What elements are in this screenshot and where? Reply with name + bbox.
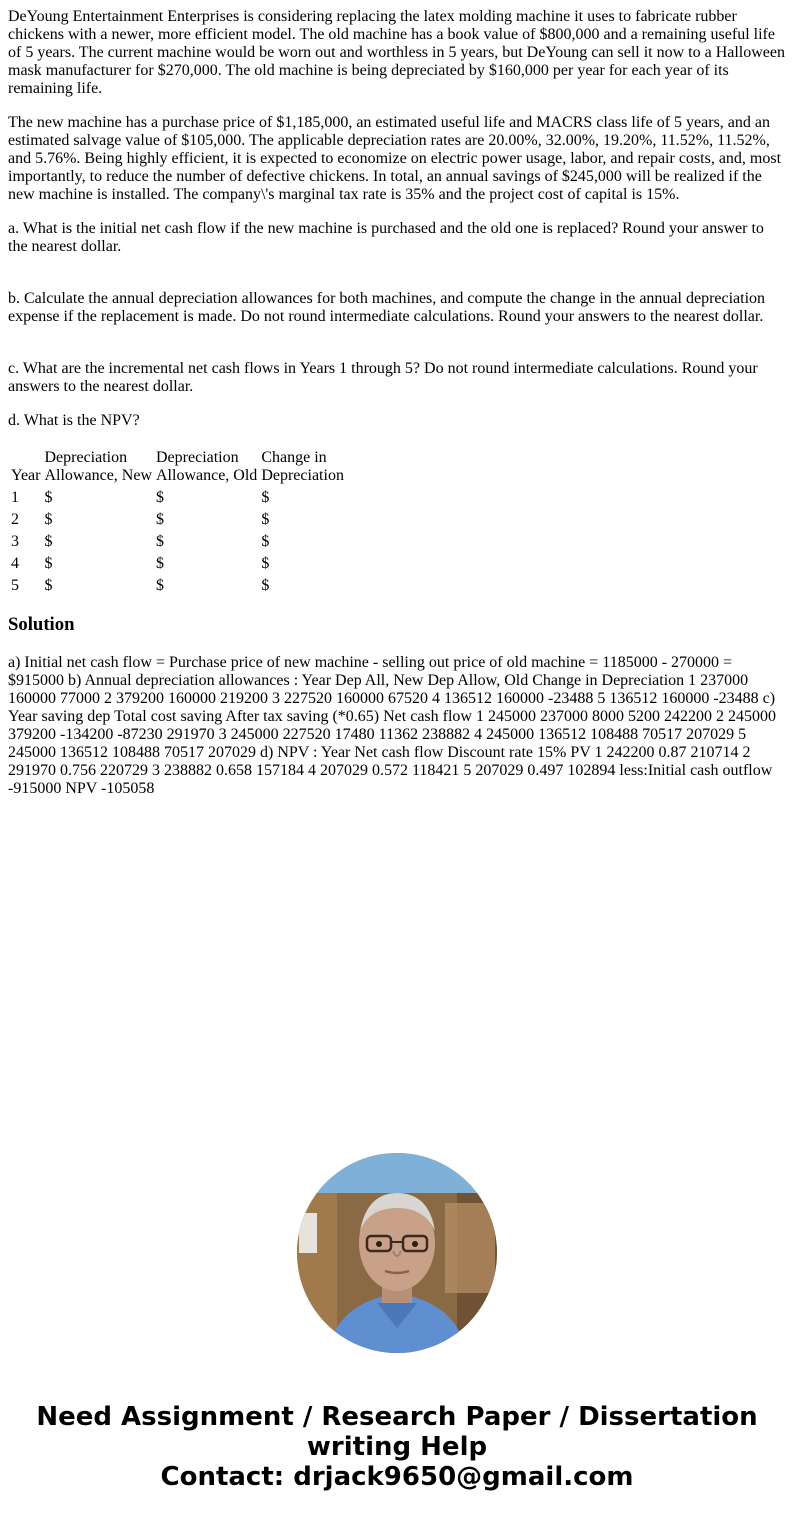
cell-dep-old: $ — [156, 511, 164, 528]
cell-dep-old: $ — [156, 555, 164, 572]
cell-year: 4 — [11, 555, 19, 572]
cell-change: $ — [261, 489, 270, 506]
cell-year: 1 — [11, 489, 19, 506]
question-part-a: a. What is the initial net cash flow if the new machine is purchased and the old one is replaced? Round your answer to the nearest dollar. — [8, 220, 764, 255]
cell-dep-new: $ — [44, 533, 53, 550]
cell-dep-old: $ — [156, 577, 164, 594]
cell-year: 5 — [11, 577, 19, 594]
cell-dep-new: $ — [44, 555, 53, 572]
table-row — [10, 554, 345, 574]
table-row — [10, 510, 345, 530]
solution-heading: Solution — [8, 614, 75, 635]
table-row — [10, 488, 345, 508]
depreciation-table — [8, 446, 347, 598]
question-details: The new machine has a purchase price of $1,185,000, an estimated useful life and MACRS class life of 5 years, and an estimated salvage value of $105,000. The applicable depreciation rates are 20.00%, 32.00%, 19.20%, 11.52%, 11.52%, and 5.76%. Being highly efficient, it is expected to economize on electric power usage, labor, and repair costs, and, most importantly, to reduce the number of defective chickens. In total, an annual savings of $245,000 will be realized if the new machine is installed. The company\'s marginal tax rate is 35% and the project cost of capital is 15%. — [8, 114, 782, 203]
banner-line: writing Help — [306, 1432, 488, 1462]
header-dep-new: Depreciation Allowance, New — [44, 449, 152, 484]
cell-year: 3 — [11, 533, 19, 550]
cell-dep-new: $ — [44, 489, 53, 506]
cell-change: $ — [261, 555, 270, 572]
question-part-d: d. What is the NPV? — [8, 412, 140, 429]
cell-dep-old: $ — [156, 533, 164, 550]
question-part-b: b. Calculate the annual depreciation allowances for both machines, and compute the change in the annual depreciation expense if the replacement is made. Do not round intermediate calculations. Round your answers to the nearest dollar. — [8, 290, 766, 325]
question-intro: DeYoung Entertainment Enterprises is considering replacing the latex molding machine it uses to fabricate rubber chickens with a newer, more efficient model. The old machine has a book value of $800,000 and a remaining useful life of 5 years. The current machine would be worn out and worthless in 5 years, but DeYoung can sell it now to a Halloween mask manufacturer for $270,000. The old machine is being depreciated by $160,000 per year for each year of its remaining life. — [8, 8, 786, 97]
cell-dep-new: $ — [44, 577, 53, 594]
cell-change: $ — [261, 577, 270, 594]
contact-banner — [0, 1402, 794, 1492]
table-row — [10, 576, 345, 596]
banner-contact: Contact: drjack9650@gmail.com — [160, 1462, 634, 1492]
banner-line: Need Assignment / Research Paper / Dissertation — [36, 1402, 758, 1432]
table-header-row — [10, 448, 345, 486]
question-part-c: c. What are the incremental net cash flows in Years 1 through 5? Do not round intermediate calculations. Round your answers to the nearest dollar. — [8, 360, 758, 395]
author-avatar — [297, 1153, 497, 1353]
cell-change: $ — [261, 511, 270, 528]
header-dep-old: Depreciation Allowance, Old — [156, 449, 258, 484]
cell-dep-old: $ — [156, 489, 164, 506]
cell-dep-new: $ — [44, 511, 53, 528]
author-portrait-icon — [297, 1153, 497, 1353]
cell-year: 2 — [11, 511, 19, 528]
document-content — [8, 8, 786, 814]
solution-body: a) Initial net cash flow = Purchase price of new machine - selling out price of old machine = 1185000 - 270000 = $915000 b) Annual depreciation allowances : Year Dep All, New Dep Allow, Old Change in Depreciation 1 237000 160000 77000 2 379200 160000 219200 3 227520 160000 67520 4 136512 160000 -23488 5 136512 160000 -23488 c) Year saving dep Total cost saving After tax saving (*0.65) Net cash flow 1 245000 237000 8000 5200 242200 2 245000 379200 -134200 -87230 291970 3 245000 227520 17480 11362 238882 4 245000 136512 108488 70517 207029 5 245000 136512 108488 70517 207029 d) NPV : Year Net cash flow Discount rate 15% PV 1 242200 0.87 210714 2 291970 0.756 220729 3 238882 0.658 157184 4 207029 0.572 118421 5 207029 0.497 102894 less:Initial cash outflow -915000 NPV -105058 — [8, 654, 776, 797]
spacer — [8, 342, 786, 360]
table-row — [10, 532, 345, 552]
cell-change: $ — [261, 533, 270, 550]
header-year: Year — [11, 467, 41, 484]
spacer — [8, 272, 786, 290]
header-change: Change in Depreciation — [261, 449, 344, 484]
